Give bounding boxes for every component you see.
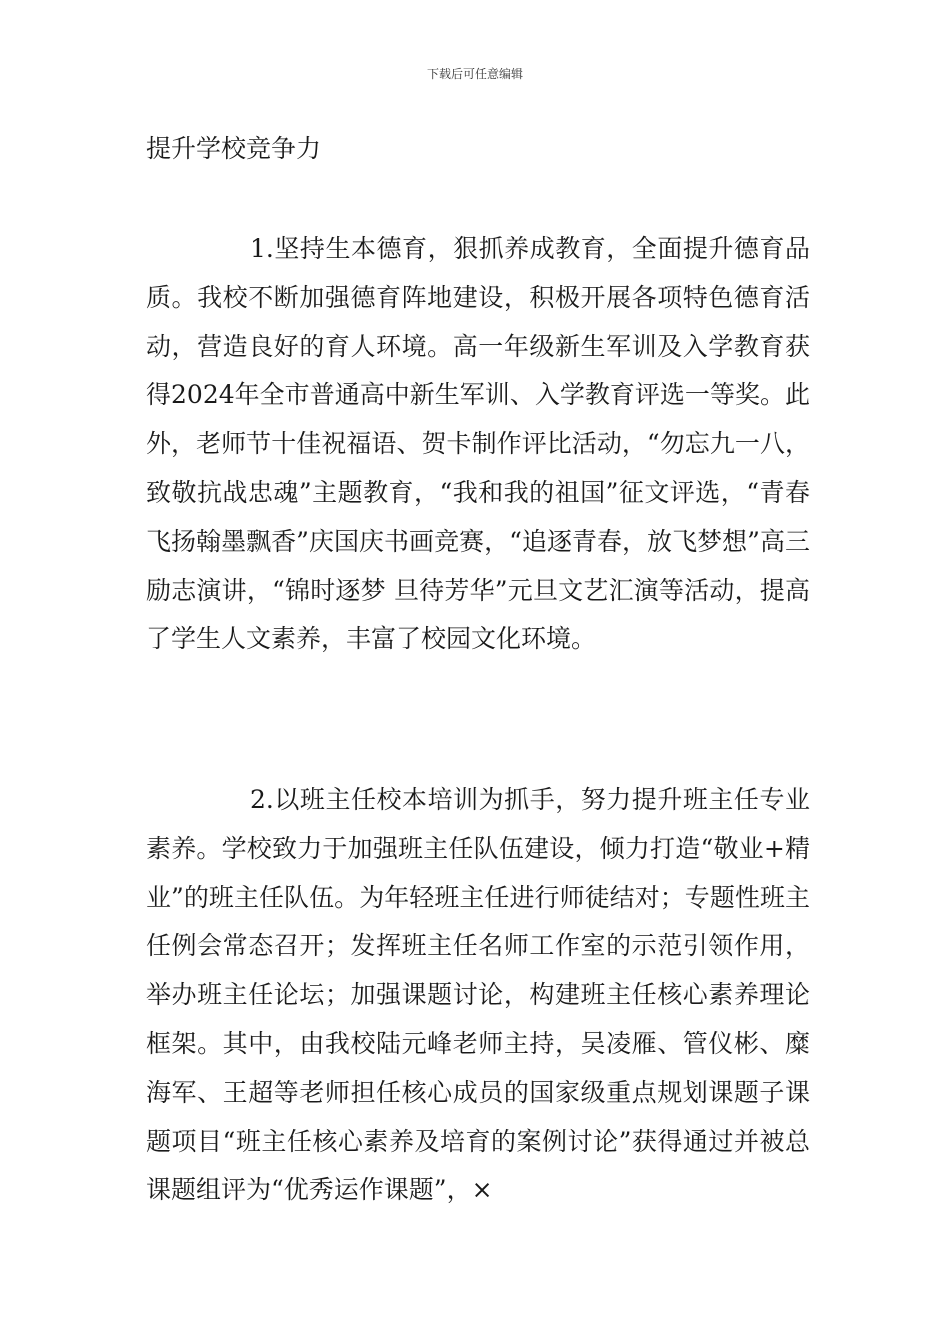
paragraph-moral-education: 1.坚持生本德育，狠抓养成教育，全面提升德育品质。我校不断加强德育阵地建设，积极开展各项特色德育活动，营造良好的育人环境。高一年级新生军训及入学教育获得2024年全市普通高中新生军训、入学教育评选一等奖。此外，老师节十佳祝福语、贺卡制作评比活动，“勿忘九一八，致敬抗战忠魂”主题教育，“我和我的祖国”征文评选，“青春飞扬翰墨飘香”庆国庆书画竞赛，“追逐青春，放飞梦想”高三励志演讲，“锦时逐梦 旦待芳华”元旦文艺汇演等活动，提高了学生人文素养，丰富了校园文化环境。 [146,234,810,654]
page-header: 下载后可任意编辑 [426,67,523,81]
section-title: 提升学校竞争力 [146,134,322,163]
paragraph-teacher-training: 2.以班主任校本培训为抓手，努力提升班主任专业素养。学校致力于加强班主任队伍建设，倾力打造“敬业+精业”的班主任队伍。为年轻班主任进行师徒结对；专题性班主任例会常态召开；发挥班主任名师工作室的示范引领作用，举办班主任论坛；加强课题讨论，构建班主任核心素养理论框架。其中，由我校陆元峰老师主持，吴凌雁、管仪彬、糜海军、王超等老师担任核心成员的国家级重点规划课题子课题项目“班主任核心素养及培育的案例讨论”获得通过并被总课题组评为“优秀运作课题”，× [146,785,810,1205]
